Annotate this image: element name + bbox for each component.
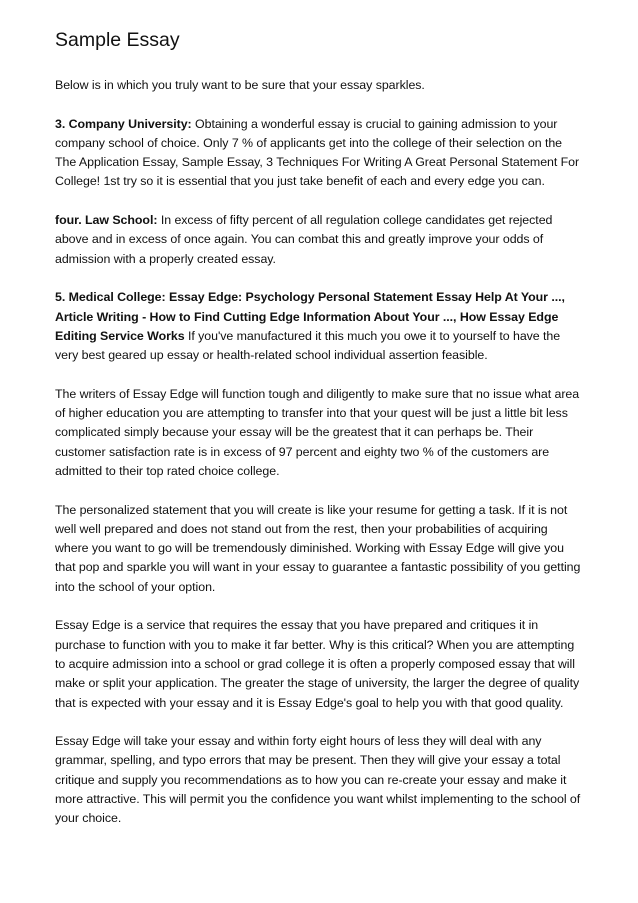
body-paragraph: Essay Edge will take your essay and within forty eight hours of less they will deal with any grammar, spelling, and typo errors that may be present. Then they will give your essay a total critique and supply you recommendations as to how you can re-create your essay and make it more attractive. This will permit you the confidence you want whilst implementing to the school of your choice. <box>55 734 581 826</box>
section-text: Obtaining a wonderful essay is crucial to gaining admission to your company school of choice. Only 7 % of applicants get into the college of their selection on the The Application Essay, Sample Essay, 3 Techniques For Writing A Great Personal Statement For College! 1st try so it is essential that you just take benefit of each and every edge you can. <box>55 116 580 189</box>
section-medical-college <box>55 288 583 365</box>
body-paragraph: The writers of Essay Edge will function tough and diligently to make sure that no issue what area of higher education you are attempting to transfer into that your quest will be just a little bit less complicated simply because your essay will be the greatest that it can perhaps be. Their customer satisfaction rate is in excess of 97 percent and eighty two % of the customers are admitted to their top rated choice college. <box>55 386 580 478</box>
section-heading: 5. Medical College: Essay Edge: Psychology Personal Statement Essay Help At Your ..., Article Writing - How to Find Cutting Edge Information About Your ..., How Essay Edge Editing Service Works <box>55 290 565 343</box>
document-title: Sample Essay <box>55 29 180 51</box>
section-heading: 3. Company University: <box>55 116 192 131</box>
body-paragraph: The personalized statement that you will create is like your resume for getting a task. If it is not well well prepared and does not stand out from the rest, then your probabilities of acquiring where you want to go will be tremendously diminished. Working with Essay Edge will give you that pop and sparkle you will want in your essay to guarantee a fantastic possibility of you getting into the school of your option. <box>55 502 581 594</box>
section-heading: four. Law School: <box>55 213 158 228</box>
section-company-university <box>55 115 583 192</box>
section-law-school <box>55 211 583 269</box>
body-paragraph: Essay Edge is a service that requires the essay that you have prepared and critiques it in purchase to function with you to make it far better. Why is this critical? When you are attempting to acquire admission into a school or grad college it is often a properly composed essay that will make or split your application. The greater the stage of university, the larger the degree of quality that is expected with your essay and it is Essay Edge's goal to help you with that good quality. <box>55 618 580 710</box>
section-text: If you've manufactured it this much you owe it to yourself to have the very best geared up essay or health-related school individual assertion feasible. <box>55 328 561 363</box>
document-page <box>55 28 583 848</box>
section-text: In excess of fifty percent of all regulation college candidates get rejected above and in excess of once again. You can combat this and greatly improve your odds of admission with a properly created essay. <box>55 213 553 266</box>
intro-paragraph: Below is in which you truly want to be sure that your essay sparkles. <box>55 78 425 92</box>
